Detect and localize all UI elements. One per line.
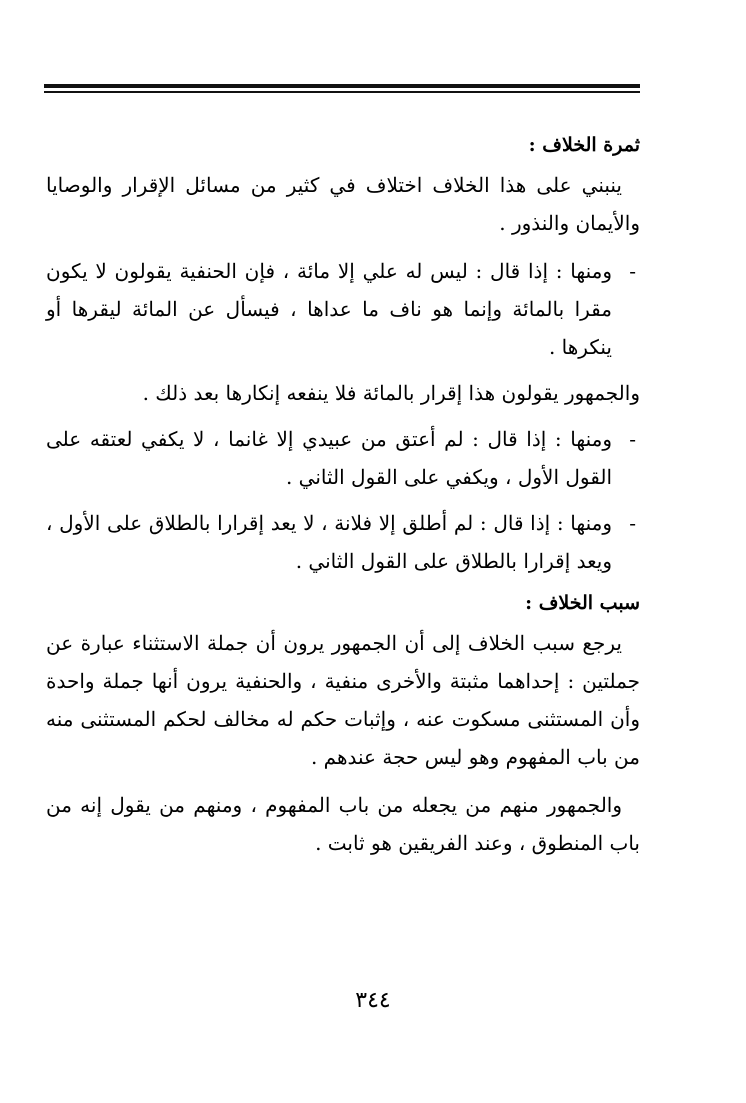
page-content	[46, 130, 640, 872]
majority-note: والجمهور يقولون هذا إقرار بالمائة فلا ينفعه إنكارها بعد ذلك .	[142, 381, 640, 405]
header-rule-thin	[44, 91, 640, 93]
list-item-text: ومنها : إذا قال : لم أطلق إلا فلانة ، لا يعد إقرارا بالطلاق على الأول ، ويعد إقرارا بالطلاق على القول الثاني .	[46, 511, 612, 573]
section-heading-cause-of-dispute: سبب الخلاف :	[525, 592, 640, 614]
list-item-text: ومنها : إذا قال : ليس له علي إلا مائة ، فإن الحنفية يقولون لا يكون مقرا بالمائة وإنما هو ناف ما عداها ، فيسأل عن المائة ليقرها أو ينكرها .	[46, 259, 612, 359]
page-number: ٣٤٤	[355, 988, 391, 1013]
cause-paragraph-1: يرجع سبب الخلاف إلى أن الجمهور يرون أن جملة الاستثناء عبارة عن جملتين : إحداهما مثبتة والأخرى منفية ، والحنفية يرون أنها جملة واحدة وأن المستثنى مسكوت عنه ، وإثبات حكم له مخالف لحكم المستثنى منه من باب المفهوم وهو ليس حجة عندهم .	[46, 631, 640, 769]
dash-bullet: -	[629, 511, 636, 535]
list-item	[46, 420, 640, 496]
list-item	[46, 252, 640, 366]
dash-bullet: -	[629, 427, 636, 451]
cause-paragraph-2: والجمهور منهم من يجعله من باب المفهوم ، ومنهم من يقول إنه من باب المنطوق ، وعند الفريقين هو ثابت .	[46, 793, 640, 855]
section-heading-fruit-of-dispute: ثمرة الخلاف :	[528, 134, 640, 156]
list-item	[46, 504, 640, 580]
intro-paragraph: ينبني على هذا الخلاف اختلاف في كثير من مسائل الإقرار والوصايا والأيمان والنذور .	[46, 173, 640, 235]
header-rule-thick	[44, 84, 640, 88]
dash-bullet: -	[629, 259, 636, 283]
list-item-text: ومنها : إذا قال : لم أعتق من عبيدي إلا غانما ، لا يكفي لعتقه على القول الأول ، ويكفي على القول الثاني .	[46, 427, 612, 489]
